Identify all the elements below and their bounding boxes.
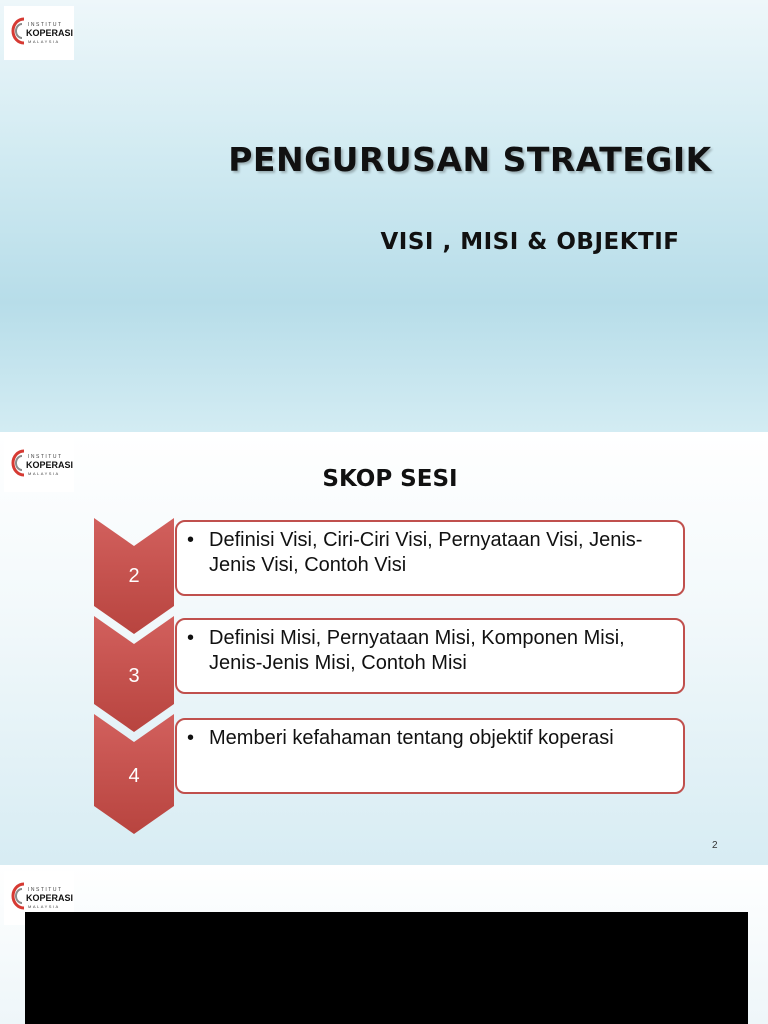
bullet: •: [187, 727, 195, 749]
logo-top-text: INSTITUT: [28, 887, 63, 893]
logo-main-text: KOPERASI: [26, 460, 74, 470]
step-description-box: [175, 618, 685, 694]
slide-2: [0, 432, 768, 865]
step-description: Definisi Misi, Pernyataan Misi, Komponen Misi, Jenis-Jenis Misi, Contoh Misi: [209, 627, 625, 674]
slide-1: [0, 0, 768, 432]
step-description-box: [175, 718, 685, 794]
logo-top-text: INSTITUT: [28, 22, 63, 28]
step-number: 4: [128, 765, 140, 787]
bullet: •: [187, 627, 195, 649]
slide-subtitle: VISI , MISI & OBJEKTIF: [380, 229, 680, 255]
logo-bottom-text: MALAYSIA: [28, 39, 60, 44]
logo-main-text: KOPERASI: [26, 893, 74, 903]
slide-3: [0, 865, 768, 1024]
section-title: SKOP SESI: [322, 466, 458, 492]
logo-main-text: KOPERASI: [26, 28, 74, 38]
bullet: •: [187, 529, 195, 551]
black-content-panel: [25, 912, 748, 1024]
logo-bottom-text: MALAYSIA: [28, 471, 60, 476]
step-description: Definisi Visi, Ciri-Ciri Visi, Pernyataan Visi, Jenis-Jenis Visi, Contoh Visi: [209, 529, 643, 576]
logo-top-text: INSTITUT: [28, 454, 63, 460]
step-description: Memberi kefahaman tentang objektif koperasi: [209, 727, 614, 749]
step-description-box: [175, 520, 685, 596]
step-number: 2: [128, 565, 140, 587]
logo-bottom-text: MALAYSIA: [28, 904, 60, 909]
page-number: 2: [712, 840, 718, 851]
step-number: 3: [128, 665, 140, 687]
slide-title: PENGURUSAN STRATEGIK: [228, 140, 712, 179]
institut-koperasi-logo: [4, 6, 74, 60]
